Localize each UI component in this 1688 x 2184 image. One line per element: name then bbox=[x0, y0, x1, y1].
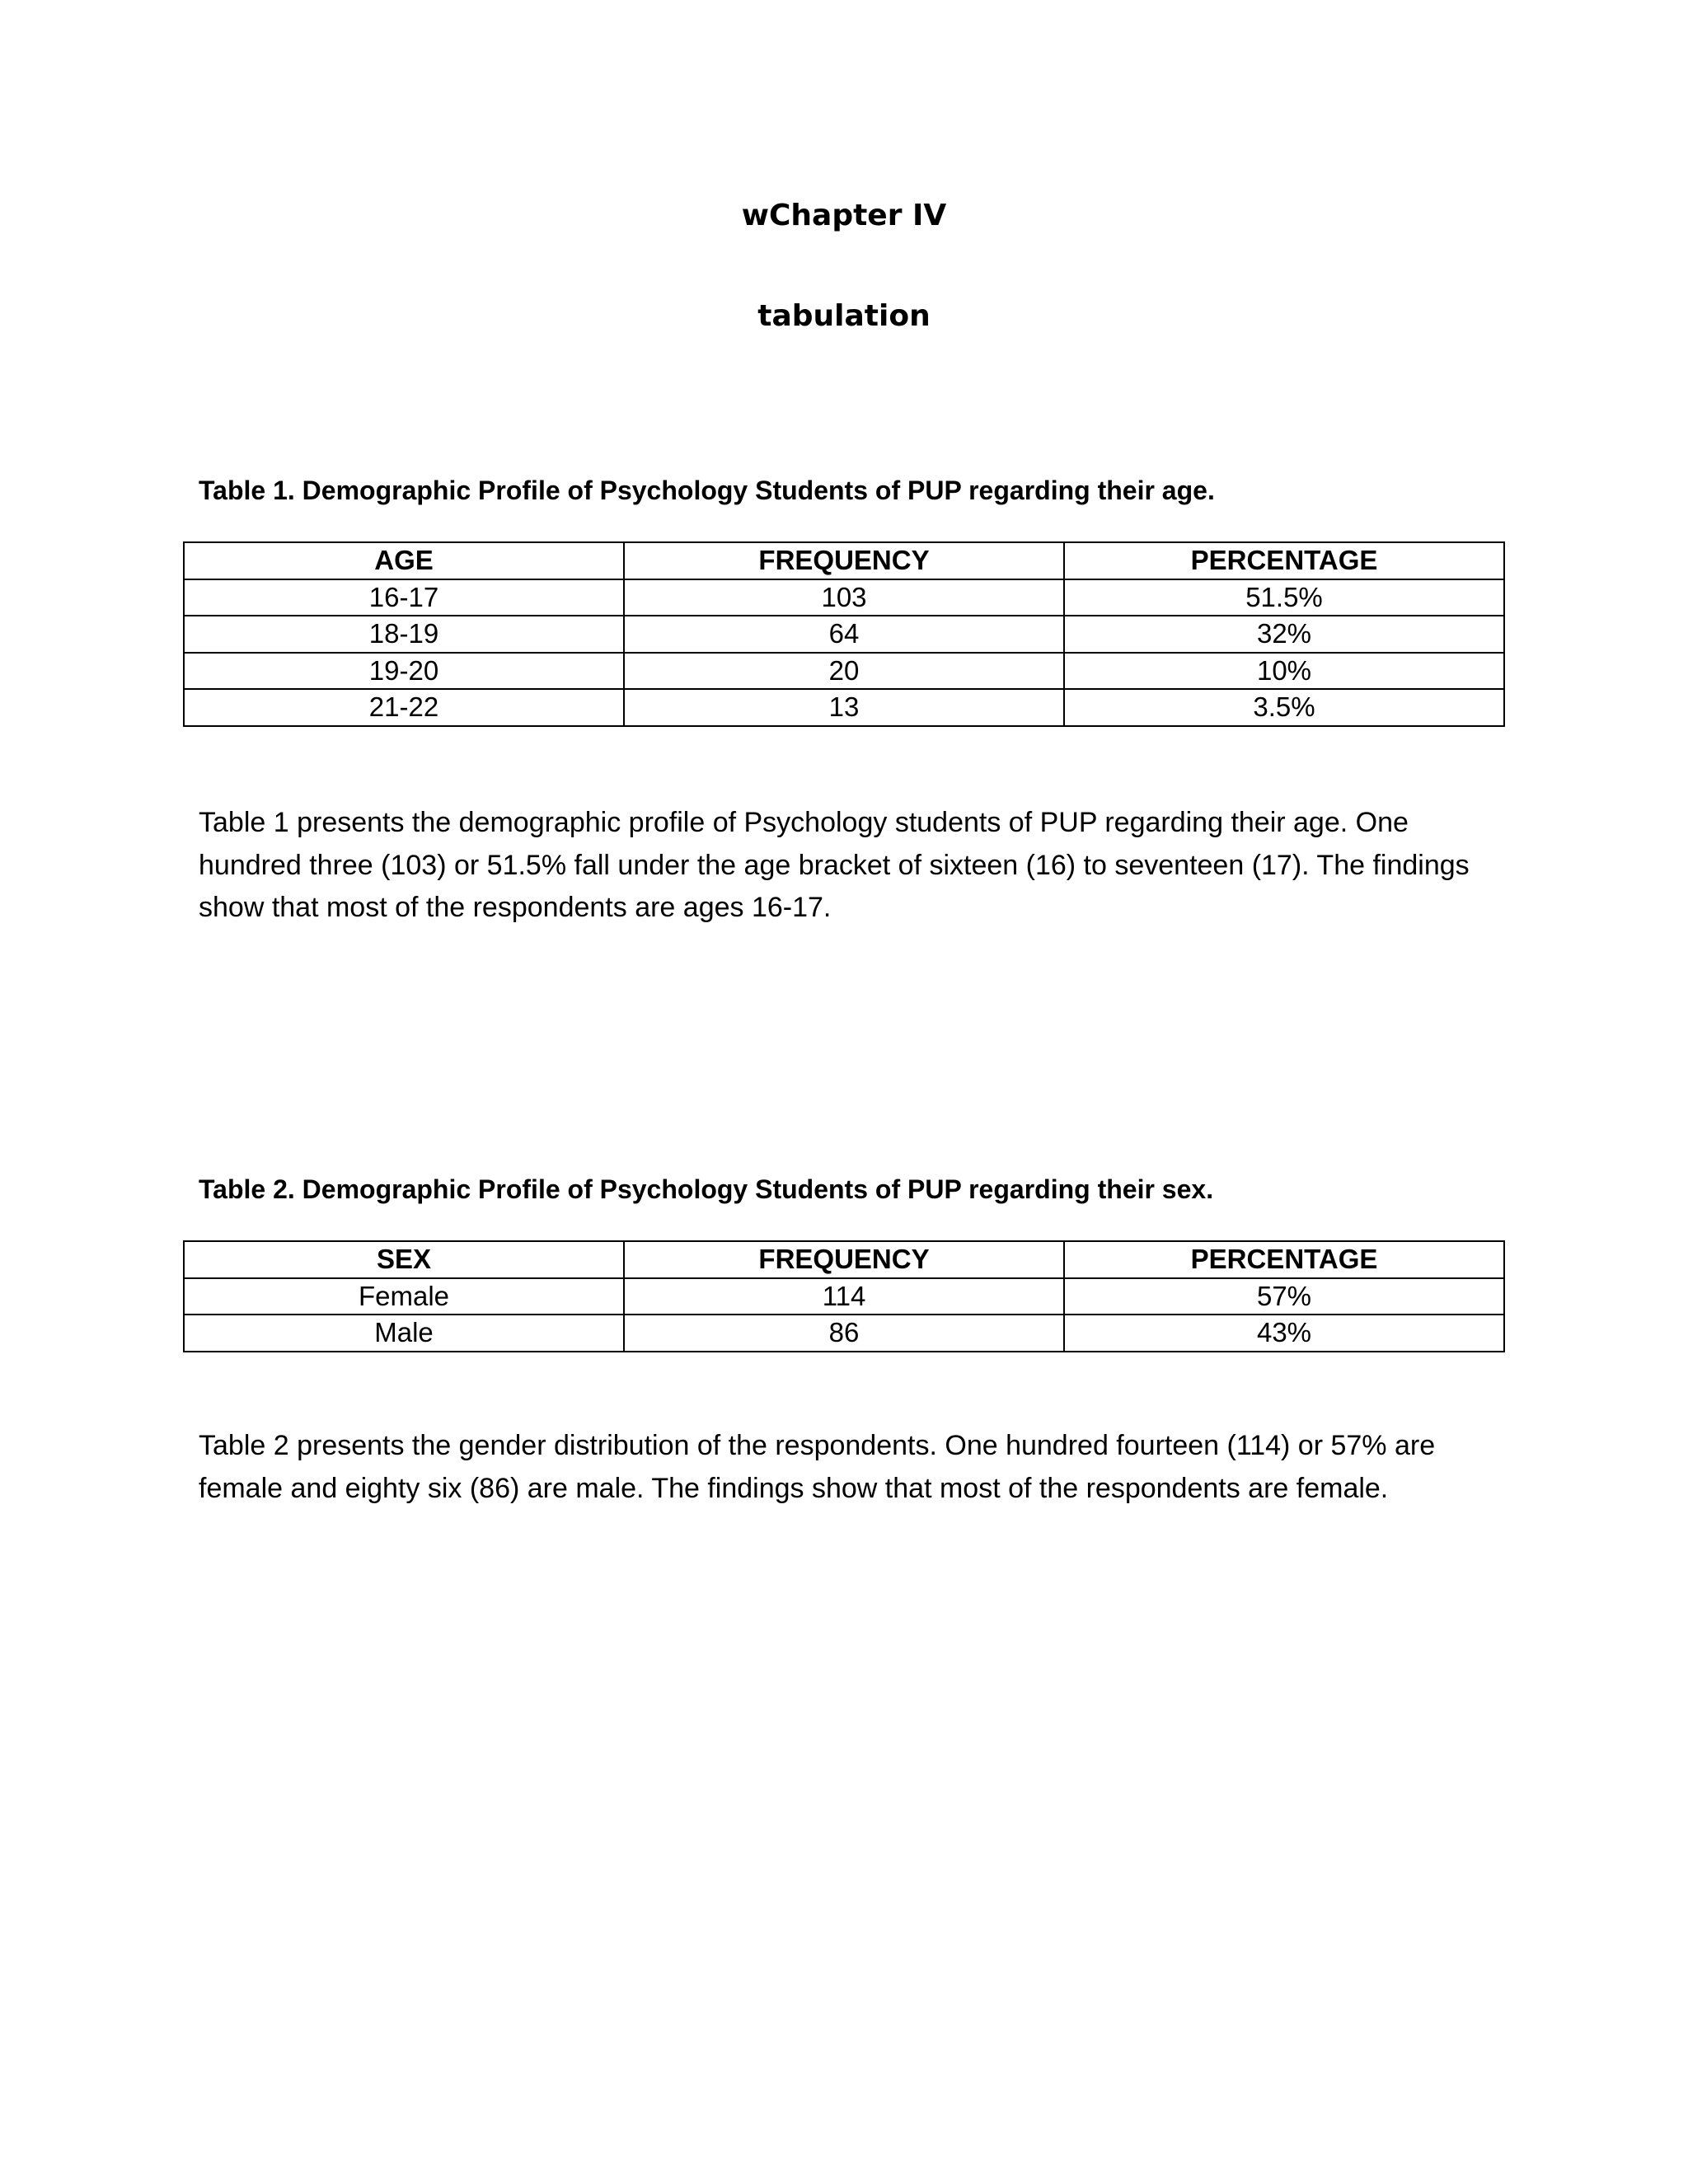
sex-table bbox=[183, 1240, 1505, 1352]
age-table bbox=[183, 541, 1505, 727]
paragraph-line: female and eighty six (86) are male. The findings show that most of the respondents are female. bbox=[199, 1472, 1389, 1504]
column-header-percentage: PERCENTAGE bbox=[1064, 1241, 1504, 1278]
column-header-sex: SEX bbox=[184, 1241, 624, 1278]
percentage-cell: 43% bbox=[1064, 1315, 1504, 1352]
percentage-cell: 10% bbox=[1064, 653, 1504, 690]
frequency-cell: 114 bbox=[624, 1278, 1064, 1315]
table-2-caption: Table 2. Demographic Profile of Psychology Students of PUP regarding their sex. bbox=[199, 1174, 1214, 1204]
column-header-percentage: PERCENTAGE bbox=[1064, 542, 1504, 579]
percentage-cell: 32% bbox=[1064, 616, 1504, 653]
frequency-cell: 103 bbox=[624, 579, 1064, 616]
percentage-cell: 57% bbox=[1064, 1278, 1504, 1315]
age-cell: 16-17 bbox=[184, 579, 624, 616]
table-row bbox=[184, 616, 1504, 653]
paragraph-line: show that most of the respondents are ages 16-17. bbox=[199, 892, 832, 923]
percentage-cell: 51.5% bbox=[1064, 579, 1504, 616]
paragraph-line: Table 2 presents the gender distribution of the respondents. One hundred fourteen (114) or 57% are bbox=[199, 1430, 1436, 1461]
paragraph-line: Table 1 presents the demographic profile of Psychology students of PUP regarding their age. One bbox=[199, 807, 1409, 838]
column-header-frequency: FREQUENCY bbox=[624, 1241, 1064, 1278]
table-row bbox=[184, 1278, 1504, 1315]
table-header-row bbox=[184, 542, 1504, 579]
table-1-description bbox=[199, 802, 1501, 930]
frequency-cell: 13 bbox=[624, 689, 1064, 726]
column-header-frequency: FREQUENCY bbox=[624, 542, 1064, 579]
chapter-title: wChapter IV bbox=[741, 199, 947, 232]
table-header-row bbox=[184, 1241, 1504, 1278]
table-1-caption: Table 1. Demographic Profile of Psychology Students of PUP regarding their age. bbox=[199, 476, 1215, 505]
frequency-cell: 64 bbox=[624, 616, 1064, 653]
percentage-cell: 3.5% bbox=[1064, 689, 1504, 726]
table-row bbox=[184, 1315, 1504, 1352]
sex-cell: Female bbox=[184, 1278, 624, 1315]
sex-cell: Male bbox=[184, 1315, 624, 1352]
frequency-cell: 86 bbox=[624, 1315, 1064, 1352]
table-row bbox=[184, 653, 1504, 690]
age-cell: 18-19 bbox=[184, 616, 624, 653]
table-row bbox=[184, 579, 1504, 616]
paragraph-line: hundred three (103) or 51.5% fall under the age bracket of sixteen (16) to seventeen (17). The findings bbox=[199, 849, 1470, 881]
table-row bbox=[184, 689, 1504, 726]
frequency-cell: 20 bbox=[624, 653, 1064, 690]
section-title: tabulation bbox=[757, 299, 931, 333]
age-cell: 21-22 bbox=[184, 689, 624, 726]
age-cell: 19-20 bbox=[184, 653, 624, 690]
table-2-description bbox=[199, 1425, 1501, 1510]
column-header-age: AGE bbox=[184, 542, 624, 579]
